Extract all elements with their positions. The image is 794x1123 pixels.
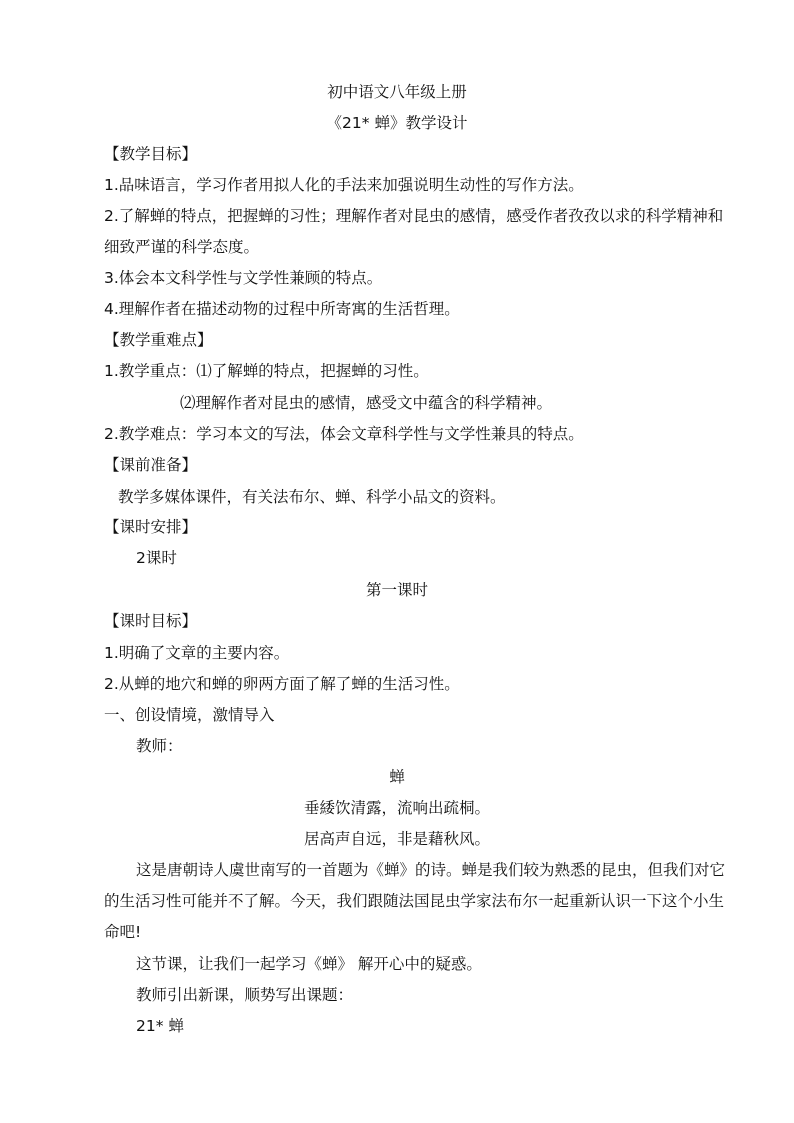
section-heading-schedule: 【课时安排】 — [104, 518, 198, 536]
goal-item-4: 4.理解作者在描述动物的过程中所寄寓的生活哲理。 — [104, 300, 460, 318]
doc-title: 初中语文八年级上册 — [327, 83, 467, 101]
section-heading-key-points: 【教学重难点】 — [104, 331, 213, 349]
step-heading-1: 一、创设情境，激情导入 — [104, 706, 275, 724]
paragraph-3: 教师引出新课，顺势写出课题： — [136, 986, 354, 1004]
lesson-subject: 21* 蝉 — [136, 1017, 184, 1035]
goal-item-2: 2.了解蝉的特点，把握蝉的习性；理解作者对昆虫的感情，感受作者孜孜以求的科学精神和 — [104, 207, 724, 225]
poem-line-2: 居高声自远，非是藉秋风。 — [303, 830, 490, 848]
key-point-2: 2.教学难点：学习本文的写法，体会文章科学性与文学性兼具的特点。 — [104, 425, 584, 443]
schedule-text: 2课时 — [136, 549, 177, 567]
paragraph-2: 这节课，让我们一起学习《蝉》 解开心中的疑惑。 — [136, 955, 482, 973]
key-point-1: 1.教学重点：⑴了解蝉的特点，把握蝉的习性。 — [104, 362, 429, 380]
lesson-goal-2: 2.从蝉的地穴和蝉的卵两方面了解了蝉的生活习性。 — [104, 675, 460, 693]
key-point-1b: ⑵理解作者对昆虫的感情，感受文中蕴含的科学精神。 — [180, 394, 553, 412]
lesson-heading: 第一课时 — [365, 581, 428, 599]
section-heading-goals: 【教学目标】 — [104, 145, 198, 163]
lesson-goal-1: 1.明确了文章的主要内容。 — [104, 644, 290, 662]
paragraph-1-cont: 的生活习性可能并不了解。今天，我们跟随法国昆虫学家法布尔一起重新认识一下这个小生 — [104, 892, 725, 910]
goal-item-1: 1.品味语言，学习作者用拟人化的手法来加强说明生动性的写作方法。 — [104, 176, 584, 194]
goal-item-2-cont: 细致严谨的科学态度。 — [104, 238, 260, 256]
section-heading-prep: 【课前准备】 — [104, 456, 198, 474]
paragraph-1: 这是唐朝诗人虞世南写的一首题为《蝉》的诗。蝉是我们较为熟悉的昆虫，但我们对它 — [136, 861, 726, 879]
poem-title: 蝉 — [389, 768, 405, 786]
poem-line-1: 垂緌饮清露，流响出疏桐。 — [303, 799, 490, 817]
section-heading-lesson-goals: 【课时目标】 — [104, 612, 198, 630]
goal-item-3: 3.体会本文科学性与文学性兼顾的特点。 — [104, 269, 383, 287]
teacher-label: 教师： — [136, 737, 183, 755]
paragraph-1-end: 命吧! — [104, 923, 142, 941]
prep-text: 教学多媒体课件，有关法布尔、蝉、科学小品文的资料。 — [118, 488, 506, 506]
doc-subtitle: 《21* 蝉》教学设计 — [326, 114, 468, 132]
